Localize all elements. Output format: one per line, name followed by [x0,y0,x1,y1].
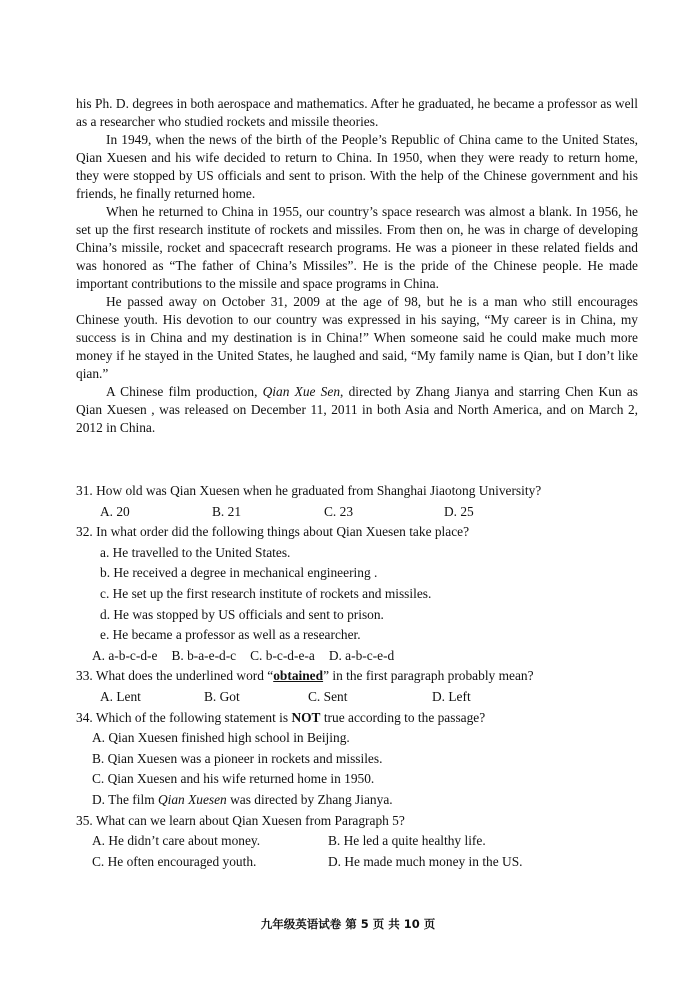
question-33-option-b: B. Got [204,688,240,704]
question-32-option-d: D. a-b-c-e-d [328,647,395,663]
question-34-option-d-before: D. The film [92,791,158,807]
question-32-event-c: c. He set up the first research institute of rockets and missiles. [100,585,432,601]
paragraph-5 [76,383,638,437]
question-35-option-a: A. He didn’t care about money. [92,833,261,849]
question-31-options [76,502,636,523]
paragraph-5-text-after: , directed by Zhang Jianya and starring Chen Kun as Qian Xuesen , was released on December 11, 2011 in both Asia and North America, and on March 2, 2012 in China. [76,384,638,435]
paragraph-5-text-before: A Chinese film production, [106,384,263,399]
paragraph-3: When he returned to China in 1955, our country’s space research was almost a blank. In 1956, he set up the first research institute of rockets and missiles. From then on, he was in charge of developing China’s missile, rocket and spacecraft research programs. He was a pioneer in these related fields and was honored as “The father of China’s Missiles”. He is the pride of the Chinese people. He made important contributions to the missile and space programs in China. [76,204,638,291]
question-34-film-title: Qian Xuesen [157,791,227,807]
emphasis-not: NOT [291,709,321,725]
question-34-stem-before: 34. Which of the following statement is [76,709,292,725]
question-32-stem: 32. In what order did the following things about Qian Xuesen take place? [76,524,470,540]
question-35-options-row-1 [76,831,636,852]
question-33-stem-after: ” in the first paragraph probably mean? [323,668,534,684]
question-33-option-d: D. Left [432,688,471,704]
question-34-option-d-after: was directed by Zhang Jianya. [226,791,393,807]
question-35-option-c: C. He often encouraged youth. [92,853,257,869]
question-32-option-a: A. a-b-c-d-e [92,647,158,663]
question-31-option-a: A. 20 [100,503,130,519]
question-35-options-row-2 [76,852,636,873]
question-32-event-e: e. He became a professor as well as a researcher. [100,627,361,643]
question-32-event-a: a. He travelled to the United States. [100,544,291,560]
question-35-option-b: B. He led a quite healthy life. [328,833,486,849]
question-33-stem [76,666,636,687]
question-34-stem [76,708,636,729]
question-32-options [76,646,636,667]
paragraph-4: He passed away on October 31, 2009 at the age of 98, but he is a man who still encourages Chinese youth. His devotion to our country was expressed in his saying, “My career is in China, my success is in China and my destination is in China!” When someone said he could make much more money if he stayed in the United States, he laughed and said, “My family name is Qian, but I don’t like qian.” [76,294,638,381]
question-35-stem: 35. What can we learn about Qian Xuesen from Paragraph 5? [76,812,405,828]
question-32-event-b: b. He received a degree in mechanical engineering . [100,565,378,581]
question-31-option-c: C. 23 [324,503,354,519]
page-footer: 九年级英语试卷 第 5 页 共 10 页 [260,917,436,931]
question-33-stem-before: 33. What does the underlined word “ [76,668,274,684]
question-32-option-c: C. b-c-d-e-a [250,647,315,663]
paragraph-2: In 1949, when the news of the birth of the People’s Republic of China came to the United States, Qian Xuesen and his wife decided to return to China. In 1950, when they were ready to return home, they were stopped by US officials and sent to prison. With the help of the Chinese government and his friends, he finally returned home. [76,132,638,201]
question-32-event-d: d. He was stopped by US officials and sent to prison. [100,606,384,622]
question-35-option-d: D. He made much money in the US. [328,853,523,869]
question-33-option-c: C. Sent [308,688,348,704]
question-32-option-b: B. b-a-e-d-c [171,647,237,663]
question-34-option-a: A. Qian Xuesen finished high school in Beijing. [92,730,350,746]
questions-section [76,481,636,872]
paragraph-1: his Ph. D. degrees in both aerospace and mathematics. After he graduated, he became a professor as well as a researcher who studied rockets and missile theories. [76,96,638,129]
question-31-option-b: B. 21 [212,503,242,519]
underlined-word: obtained [273,668,324,684]
question-34-option-c: C. Qian Xuesen and his wife returned home in 1950. [92,771,375,787]
film-title: Qian Xue Sen [262,384,341,399]
question-34-option-b: B. Qian Xuesen was a pioneer in rockets and missiles. [92,750,383,766]
reading-passage [76,95,638,437]
question-31-stem: 31. How old was Qian Xuesen when he graduated from Shanghai Jiaotong University? [76,483,542,498]
question-31-option-d: D. 25 [444,503,474,519]
question-34-option-d [76,790,636,811]
question-33-options [76,687,636,708]
question-34-stem-after: true according to the passage? [320,709,486,725]
question-33-option-a: A. Lent [100,688,141,704]
